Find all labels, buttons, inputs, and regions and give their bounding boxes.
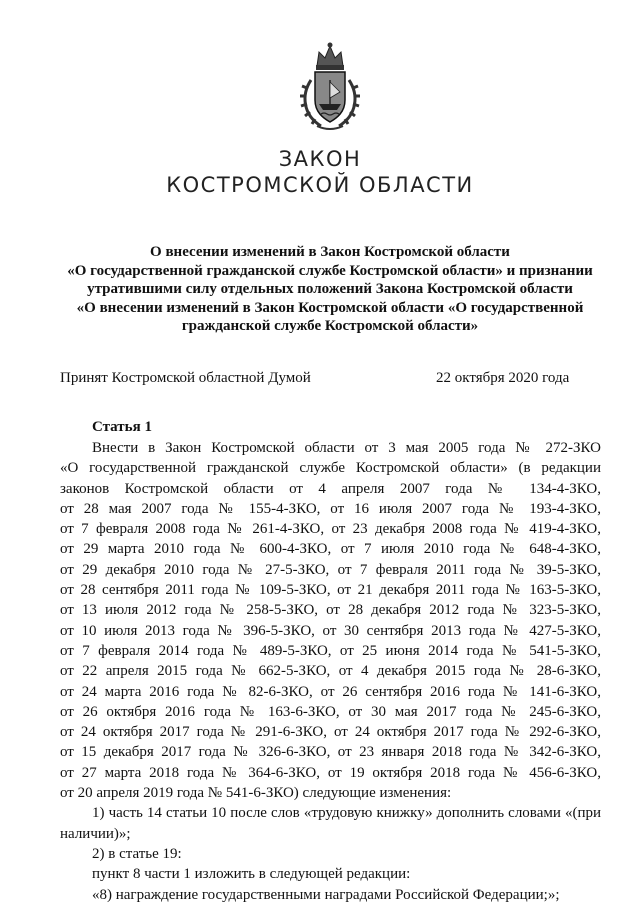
body-line: от 27 марта 2018 года № 364-6-ЗКО, от 19 октября 2018 года № 456-6-ЗКО, <box>60 764 601 781</box>
coat-of-arms-emblem <box>297 40 363 132</box>
body-line: 1) часть 14 статьи 10 после слов «трудовую книжку» дополнить словами «(при <box>92 805 601 822</box>
adopted-by: Принят Костромской областной Думой <box>60 370 311 386</box>
body-line: «8) награждение государственными наградами Российской Федерации;»; <box>92 886 560 903</box>
law-subject-heading <box>40 243 620 336</box>
body-line: от 13 июля 2012 года № 258-5-ЗКО, от 28 декабря 2012 года № 323-5-ЗКО, <box>60 602 601 619</box>
body-line: от 28 мая 2007 года № 155-4-ЗКО, от 16 июля 2007 года № 193-4-ЗКО, <box>60 500 601 517</box>
subject-line: утратившими силу отдельных положений Закона Костромской области <box>87 281 573 297</box>
body-line: от 29 марта 2010 года № 600-4-ЗКО, от 7 июля 2010 года № 648-4-ЗКО, <box>60 541 601 558</box>
subject-line: «О государственной гражданской службе Костромской области» и признании <box>67 262 593 279</box>
body-line: от 24 марта 2016 года № 82-6-ЗКО, от 26 сентября 2016 года № 141-6-ЗКО, <box>60 683 601 700</box>
law-title: ЗАКОН <box>278 147 362 171</box>
body-line: от 7 февраля 2014 года № 489-5-ЗКО, от 25 июня 2014 года № 541-5-ЗКО, <box>60 642 601 659</box>
body-line: Внести в Закон Костромской области от 3 мая 2005 года № 272-ЗКО <box>92 440 601 456</box>
law-region-title: КОСТРОМСКОЙ ОБЛАСТИ <box>166 173 474 197</box>
body-line: от 7 февраля 2008 года № 261-4-ЗКО, от 23 декабря 2008 года № 419-4-ЗКО, <box>60 521 601 538</box>
body-line: «О государственной гражданской службе Костромской области» (в редакции <box>60 460 601 477</box>
body-line: от 10 июля 2013 года № 396-5-ЗКО, от 30 сентября 2013 года № 427-5-ЗКО, <box>60 622 601 639</box>
subject-line: О внесении изменений в Закон Костромской области <box>150 244 510 260</box>
body-line: от 26 октября 2016 года № 163-6-ЗКО, от 30 мая 2017 года № 245-6-ЗКО, <box>60 703 601 720</box>
subject-line: «О внесении изменений в Закон Костромской области «О государственной <box>76 299 584 316</box>
body-line: от 29 декабря 2010 года № 27-5-ЗКО, от 7 февраля 2011 года № 39-5-ЗКО, <box>60 561 601 578</box>
body-line: пункт 8 части 1 изложить в следующей редакции: <box>92 866 411 883</box>
body-line: от 28 сентября 2011 года № 109-5-ЗКО, от 21 декабря 2011 года № 163-5-ЗКО, <box>60 582 601 599</box>
article-title: Статья 1 <box>92 419 152 435</box>
body-line: законов Костромской области от 4 апреля 2007 года № 134-4-ЗКО, <box>60 480 601 497</box>
body-line: от 20 апреля 2019 года № 541-6-ЗКО) следующие изменения: <box>60 785 452 802</box>
body-line: от 22 апреля 2015 года № 662-5-ЗКО, от 4 декабря 2015 года № 28-6-ЗКО, <box>60 663 601 680</box>
subject-line: гражданской службе Костромской области» <box>181 318 479 334</box>
body-line: 2) в статье 19: <box>92 845 182 862</box>
article-body <box>60 438 601 905</box>
body-line: наличии)»; <box>60 825 131 842</box>
body-line: от 15 декабря 2017 года № 326-6-ЗКО, от 23 января 2018 года № 342-6-ЗКО, <box>60 744 601 761</box>
body-line: от 24 октября 2017 года № 291-6-ЗКО, от 24 октября 2017 года № 292-6-ЗКО, <box>60 724 601 741</box>
adopted-date: 22 октября 2020 года <box>436 370 570 386</box>
